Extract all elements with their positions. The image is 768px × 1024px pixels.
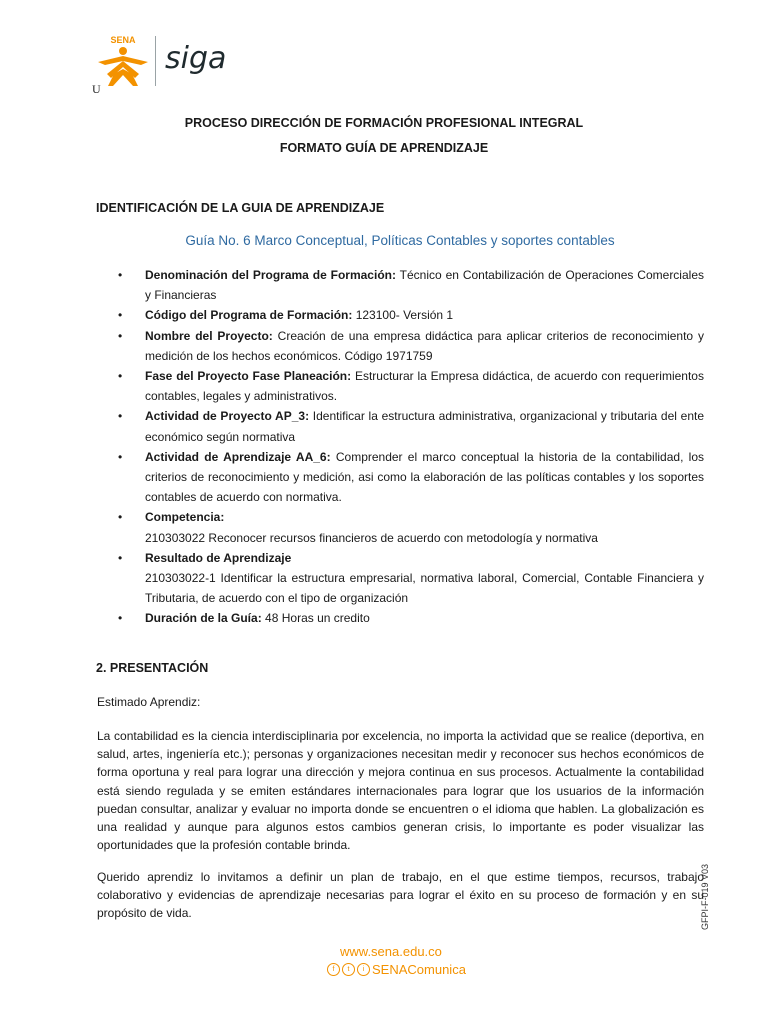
item-label: Resultado de Aprendizaje bbox=[145, 550, 292, 565]
item-label: Duración de la Guía: bbox=[145, 611, 262, 626]
item-label: Fase del Proyecto Fase Planeación: bbox=[145, 369, 352, 384]
item-value: 123100- Versión 1 bbox=[355, 308, 454, 323]
twitter-icon[interactable]: t bbox=[342, 963, 355, 976]
identification-list bbox=[118, 265, 704, 629]
item-value: Estructurar la Empresa didáctica, de acuerdo con requerimientos contables, legales y administrativos. bbox=[145, 369, 704, 404]
bullet-icon: • bbox=[118, 611, 123, 626]
list-item bbox=[118, 507, 704, 547]
social-handle: SENAComunica bbox=[372, 962, 466, 977]
presentation-paragraph-2: Querido aprendiz lo invitamos a definir un plan de trabajo, en el que estime tiempos, recursos, trabajo colaborativo y evidencias de aprendizaje necesarias para lograr el éxito en su proceso de formación y en su propósito de vida. bbox=[97, 870, 704, 921]
instagram-icon[interactable]: i bbox=[357, 963, 370, 976]
identification-heading: IDENTIFICACIÓN DE LA GUIA DE APRENDIZAJE bbox=[96, 201, 385, 215]
list-item bbox=[118, 406, 704, 446]
process-title: PROCESO DIRECCIÓN DE FORMACIÓN PROFESIONAL INTEGRAL bbox=[184, 116, 584, 130]
siga-logo bbox=[165, 40, 241, 80]
bullet-icon: • bbox=[118, 409, 123, 424]
item-label: Código del Programa de Formación: bbox=[145, 308, 353, 323]
item-value: Creación de una empresa didáctica para aplicar criterios de reconocimiento y medición de los hechos económicos. Código 1971759 bbox=[145, 328, 704, 363]
list-item bbox=[118, 548, 704, 609]
document-header bbox=[92, 30, 292, 100]
greeting: Estimado Aprendiz: bbox=[97, 695, 201, 709]
header-stray-char: U bbox=[92, 82, 101, 96]
bullet-icon: • bbox=[118, 550, 123, 565]
logo-divider bbox=[155, 36, 156, 86]
footer-social[interactable] bbox=[327, 962, 466, 977]
bullet-icon: • bbox=[118, 328, 123, 343]
list-item bbox=[118, 265, 704, 305]
document-code bbox=[700, 863, 710, 930]
list-item bbox=[118, 305, 704, 325]
list-item bbox=[118, 608, 704, 628]
bullet-icon: • bbox=[118, 268, 123, 282]
item-label: Actividad de Proyecto AP_3: bbox=[145, 409, 310, 424]
item-value: 210303022-1 Identificar la estructura empresarial, normativa laboral, Comercial, Contable Financiera y Tributaria, de acuerdo con el tipo de organización bbox=[145, 571, 704, 606]
bullet-icon: • bbox=[118, 449, 123, 464]
list-item bbox=[118, 326, 704, 366]
list-item bbox=[118, 366, 704, 406]
list-item bbox=[118, 447, 704, 508]
footer-website-link[interactable]: www.sena.edu.co bbox=[340, 944, 442, 959]
item-label: Denominación del Programa de Formación: bbox=[145, 268, 396, 282]
item-value: Comprender el marco conceptual la historia de la contabilidad, los criterios de reconocimiento y medición, asi como la elaboración de las políticas contables y los soportes contables de acuerdo con normativa. bbox=[145, 449, 705, 505]
item-value: Identificar la estructura administrativa, organizacional y tributaria del ente económico según normativa bbox=[145, 409, 705, 444]
bullet-icon: • bbox=[118, 510, 123, 525]
item-value: Técnico en Contabilización de Operaciones Comerciales y Financieras bbox=[145, 268, 704, 303]
sena-logo bbox=[94, 34, 152, 88]
sena-logo-text: SENA bbox=[110, 35, 136, 45]
facebook-icon[interactable]: f bbox=[327, 963, 340, 976]
item-value: 48 Horas un credito bbox=[265, 611, 370, 626]
bullet-icon: • bbox=[118, 369, 123, 384]
presentation-paragraph-1: La contabilidad es la ciencia interdisciplinaria por excelencia, no importa la actividad que se realice (deportiva, en salud, artes, ingeniería etc.); personas y organizaciones necesitan medir y reconocer sus hechos económicos de forma oportuna y real para lograr una dirección y mejora continua en sus procesos. Actualmente la contabilidad está siendo regulada y se emiten estándares internacionales para lograr que los usuarios de la información puedan consultar, analizar y evaluar no importa donde se encuentren o el idioma que hablen. La globalización es una realidad y aunque para algunos estos cambios generan crisis, lo importante es poder visualizar las oportunidades que la profesión contable brinda. bbox=[97, 729, 704, 853]
presentation-heading: 2. PRESENTACIÓN bbox=[96, 661, 209, 675]
item-label: Actividad de Aprendizaje AA_6: bbox=[145, 449, 331, 464]
item-label: Nombre del Proyecto: bbox=[145, 328, 273, 343]
item-label: Competencia: bbox=[145, 510, 225, 525]
siga-logo-text: siga bbox=[165, 41, 227, 76]
guide-title: Guía No. 6 Marco Conceptual, Políticas Contables y soportes contables bbox=[185, 233, 615, 248]
format-title: FORMATO GUÍA DE APRENDIZAJE bbox=[279, 141, 489, 155]
document-code-text: GFPI-F-019 V03 bbox=[700, 863, 710, 930]
item-value: 210303022 Reconocer recursos financieros de acuerdo con metodología y normativa bbox=[145, 530, 598, 545]
bullet-icon: • bbox=[118, 308, 123, 323]
